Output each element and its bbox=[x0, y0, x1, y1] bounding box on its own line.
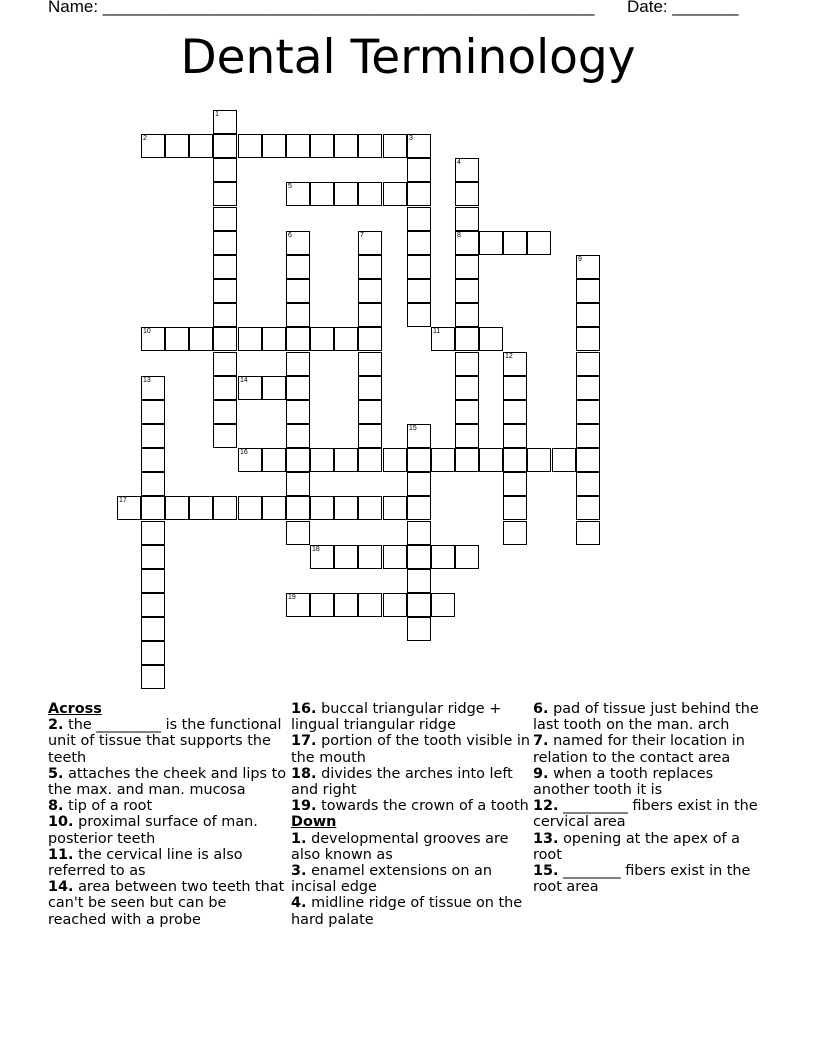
clue-number: 18. bbox=[291, 765, 317, 782]
crossword-cell[interactable] bbox=[262, 496, 286, 520]
crossword-cell[interactable] bbox=[310, 448, 334, 472]
crossword-cell[interactable] bbox=[358, 134, 382, 158]
clue-down-13 bbox=[533, 831, 773, 863]
crossword-cell[interactable] bbox=[334, 593, 358, 617]
crossword-cell[interactable] bbox=[141, 593, 165, 617]
crossword-cell[interactable] bbox=[431, 545, 455, 569]
crossword-cell[interactable] bbox=[358, 448, 382, 472]
cell-number: 10 bbox=[143, 328, 151, 335]
crossword-cell[interactable] bbox=[286, 279, 310, 303]
crossword-cell[interactable] bbox=[141, 545, 165, 569]
clue-across-16 bbox=[291, 701, 531, 733]
clue-column-3 bbox=[533, 701, 773, 895]
crossword-cell[interactable] bbox=[431, 327, 455, 351]
crossword-cell[interactable] bbox=[238, 496, 262, 520]
clue-text: _________ fibers exist in the cervical area bbox=[533, 798, 758, 831]
clue-text: named for their location in relation to the contact area bbox=[533, 733, 745, 766]
clue-text: attaches the cheek and lips to the max. and man. mucosa bbox=[48, 765, 287, 799]
crossword-cell[interactable] bbox=[141, 496, 165, 520]
clue-text: portion of the tooth visible in the mouth bbox=[291, 733, 530, 766]
crossword-cell[interactable] bbox=[358, 593, 382, 617]
clue-across-18 bbox=[291, 766, 531, 798]
across-heading: Across bbox=[48, 701, 102, 717]
crossword-cell[interactable] bbox=[141, 617, 165, 641]
crossword-cell[interactable] bbox=[503, 496, 527, 520]
crossword-cell[interactable] bbox=[358, 352, 382, 376]
crossword-cell[interactable] bbox=[334, 134, 358, 158]
crossword-cell[interactable] bbox=[358, 182, 382, 206]
name-field-label: Name: ____________________________________________________ bbox=[48, 0, 595, 16]
crossword-cell[interactable] bbox=[189, 134, 213, 158]
crossword-cell[interactable] bbox=[407, 207, 431, 231]
crossword-cell[interactable] bbox=[165, 496, 189, 520]
crossword-cell[interactable] bbox=[407, 279, 431, 303]
clue-text: developmental grooves are also known as bbox=[291, 830, 509, 863]
crossword-cell[interactable] bbox=[286, 327, 310, 351]
crossword-cell[interactable] bbox=[407, 617, 431, 641]
clue-number: 5. bbox=[48, 765, 64, 782]
cell-number: 9 bbox=[578, 256, 582, 263]
clue-number: 2. bbox=[48, 717, 64, 734]
crossword-cell[interactable] bbox=[286, 182, 310, 206]
crossword-cell[interactable] bbox=[141, 376, 165, 400]
clue-across-19 bbox=[291, 798, 531, 814]
crossword-cell[interactable] bbox=[213, 376, 237, 400]
clue-down-12 bbox=[533, 798, 773, 830]
down-heading: Down bbox=[291, 814, 337, 831]
clue-column-1 bbox=[48, 701, 288, 928]
crossword-cell[interactable] bbox=[431, 448, 455, 472]
crossword-cell[interactable] bbox=[213, 303, 237, 327]
crossword-cell[interactable] bbox=[334, 545, 358, 569]
crossword-cell[interactable] bbox=[576, 303, 600, 327]
crossword-cell[interactable] bbox=[358, 400, 382, 424]
crossword-cell[interactable] bbox=[455, 279, 479, 303]
crossword-cell[interactable] bbox=[334, 182, 358, 206]
crossword-cell[interactable] bbox=[576, 400, 600, 424]
crossword-cell[interactable] bbox=[141, 134, 165, 158]
crossword-cell[interactable] bbox=[407, 424, 431, 448]
cell-number: 15 bbox=[409, 425, 417, 432]
clue-text: ________ fibers exist in the root area bbox=[533, 863, 751, 896]
clue-number: 7. bbox=[533, 733, 549, 750]
cell-number: 3 bbox=[409, 135, 413, 142]
clue-number: 9. bbox=[533, 765, 549, 782]
crossword-cell[interactable] bbox=[383, 182, 407, 206]
crossword-cell[interactable] bbox=[455, 424, 479, 448]
clue-number: 14. bbox=[48, 879, 74, 896]
crossword-cell[interactable] bbox=[527, 448, 551, 472]
crossword-cell[interactable] bbox=[455, 158, 479, 182]
crossword-cell[interactable] bbox=[455, 182, 479, 206]
date-field-label: Date: _______ bbox=[627, 0, 739, 16]
crossword-cell[interactable] bbox=[407, 255, 431, 279]
clue-number: 1. bbox=[291, 830, 307, 847]
crossword-cell[interactable] bbox=[503, 231, 527, 255]
crossword-cell[interactable] bbox=[286, 134, 310, 158]
crossword-cell[interactable] bbox=[310, 496, 334, 520]
crossword-cell[interactable] bbox=[213, 158, 237, 182]
crossword-cell[interactable] bbox=[455, 352, 479, 376]
crossword-cell[interactable] bbox=[576, 279, 600, 303]
clue-text: the _________ is the functional unit of tissue that supports the teeth bbox=[48, 717, 282, 766]
crossword-cell[interactable] bbox=[503, 352, 527, 376]
crossword-cell[interactable] bbox=[576, 424, 600, 448]
clue-down-4 bbox=[291, 895, 531, 927]
cell-number: 12 bbox=[505, 353, 513, 360]
clue-across-14 bbox=[48, 879, 288, 928]
clue-number: 4. bbox=[291, 895, 307, 912]
crossword-cell[interactable] bbox=[213, 327, 237, 351]
crossword-cell[interactable] bbox=[479, 448, 503, 472]
clue-text: area between two teeth that can't be seen but can be reached with a probe bbox=[48, 879, 285, 928]
cell-number: 7 bbox=[360, 232, 364, 239]
crossword-cell[interactable] bbox=[310, 327, 334, 351]
clue-number: 15. bbox=[533, 863, 559, 880]
crossword-cell[interactable] bbox=[262, 448, 286, 472]
crossword-cell[interactable] bbox=[407, 593, 431, 617]
cell-number: 14 bbox=[240, 377, 248, 384]
clue-down-6 bbox=[533, 701, 773, 733]
crossword-cell[interactable] bbox=[503, 448, 527, 472]
crossword-cell[interactable] bbox=[358, 545, 382, 569]
clue-text: the cervical line is also referred to as bbox=[48, 846, 243, 880]
crossword-cell[interactable] bbox=[213, 182, 237, 206]
clue-down-7 bbox=[533, 733, 773, 765]
clue-number: 12. bbox=[533, 798, 559, 815]
clue-down-15 bbox=[533, 863, 773, 895]
crossword-cell[interactable] bbox=[286, 255, 310, 279]
crossword-cell[interactable] bbox=[576, 376, 600, 400]
clue-column-2 bbox=[291, 701, 531, 928]
clue-number: 10. bbox=[48, 814, 74, 831]
clue-number: 16. bbox=[291, 701, 317, 717]
crossword-cell[interactable] bbox=[407, 182, 431, 206]
crossword-cell[interactable] bbox=[479, 327, 503, 351]
crossword-cell[interactable] bbox=[238, 448, 262, 472]
crossword-cell[interactable] bbox=[576, 255, 600, 279]
crossword-cell[interactable] bbox=[358, 424, 382, 448]
crossword-cell[interactable] bbox=[141, 641, 165, 665]
crossword-cell[interactable] bbox=[213, 400, 237, 424]
clue-number: 17. bbox=[291, 733, 317, 750]
cell-number: 4 bbox=[457, 159, 461, 166]
crossword-cell[interactable] bbox=[213, 134, 237, 158]
crossword-cell[interactable] bbox=[141, 569, 165, 593]
crossword-cell[interactable] bbox=[407, 521, 431, 545]
clue-down-1 bbox=[291, 831, 531, 863]
crossword-cell[interactable] bbox=[358, 255, 382, 279]
cell-number: 5 bbox=[288, 183, 292, 190]
cell-number: 16 bbox=[240, 449, 248, 456]
crossword-cell[interactable] bbox=[286, 521, 310, 545]
crossword-cell[interactable] bbox=[358, 327, 382, 351]
crossword-cell[interactable] bbox=[213, 424, 237, 448]
crossword-cell[interactable] bbox=[552, 448, 576, 472]
crossword-cell[interactable] bbox=[407, 303, 431, 327]
crossword-cell[interactable] bbox=[165, 134, 189, 158]
clue-text: tip of a root bbox=[68, 798, 153, 815]
crossword-cell[interactable] bbox=[165, 327, 189, 351]
clue-across-10 bbox=[48, 814, 288, 846]
page-title: Dental Terminology bbox=[180, 30, 636, 85]
crossword-cell[interactable] bbox=[503, 424, 527, 448]
crossword-cell[interactable] bbox=[213, 207, 237, 231]
crossword-cell[interactable] bbox=[455, 545, 479, 569]
clue-text: enamel extensions on an incisal edge bbox=[291, 863, 492, 896]
clue-text: opening at the apex of a root bbox=[533, 830, 740, 863]
crossword-cell[interactable] bbox=[479, 231, 503, 255]
crossword-cell[interactable] bbox=[334, 448, 358, 472]
cell-number: 11 bbox=[433, 328, 441, 335]
crossword-cell[interactable] bbox=[576, 521, 600, 545]
cell-number: 18 bbox=[312, 546, 320, 553]
clue-across-5 bbox=[48, 766, 288, 798]
clue-across-2 bbox=[48, 717, 288, 766]
crossword-cell[interactable] bbox=[431, 593, 455, 617]
crossword-cell[interactable] bbox=[407, 158, 431, 182]
crossword-cell[interactable] bbox=[213, 496, 237, 520]
crossword-cell[interactable] bbox=[117, 496, 141, 520]
crossword-cell[interactable] bbox=[141, 448, 165, 472]
crossword-cell[interactable] bbox=[213, 231, 237, 255]
crossword-cell[interactable] bbox=[141, 665, 165, 689]
crossword-cell[interactable] bbox=[310, 545, 334, 569]
crossword-cell[interactable] bbox=[141, 327, 165, 351]
crossword-cell[interactable] bbox=[238, 327, 262, 351]
crossword-cell[interactable] bbox=[407, 472, 431, 496]
clue-across-11 bbox=[48, 847, 288, 879]
cell-number: 13 bbox=[143, 377, 151, 384]
cell-number: 8 bbox=[457, 232, 461, 239]
crossword-cell[interactable] bbox=[383, 496, 407, 520]
crossword-cell[interactable] bbox=[286, 472, 310, 496]
crossword-cell[interactable] bbox=[576, 472, 600, 496]
cell-number: 19 bbox=[288, 594, 296, 601]
crossword-cell[interactable] bbox=[238, 134, 262, 158]
crossword-cell[interactable] bbox=[358, 279, 382, 303]
crossword-cell[interactable] bbox=[407, 496, 431, 520]
crossword-cell[interactable] bbox=[286, 400, 310, 424]
clue-text: proximal surface of man. posterior teeth bbox=[48, 814, 258, 847]
crossword-cell[interactable] bbox=[455, 303, 479, 327]
crossword-cell[interactable] bbox=[262, 376, 286, 400]
crossword-cell[interactable] bbox=[213, 255, 237, 279]
crossword-cell[interactable] bbox=[310, 593, 334, 617]
crossword-cell[interactable] bbox=[358, 231, 382, 255]
crossword-cell[interactable] bbox=[334, 327, 358, 351]
clue-text: buccal triangular ridge + lingual triangular ridge bbox=[291, 701, 502, 734]
crossword-cell[interactable] bbox=[503, 472, 527, 496]
crossword-cell[interactable] bbox=[286, 303, 310, 327]
crossword-cell[interactable] bbox=[455, 327, 479, 351]
clue-text: pad of tissue just behind the last tooth on the man. arch bbox=[533, 701, 759, 734]
crossword-cell[interactable] bbox=[286, 376, 310, 400]
crossword-cell[interactable] bbox=[455, 448, 479, 472]
crossword-cell[interactable] bbox=[286, 424, 310, 448]
clue-text: midline ridge of tissue on the hard palate bbox=[291, 895, 523, 928]
clue-number: 13. bbox=[533, 830, 559, 847]
crossword-cell[interactable] bbox=[407, 545, 431, 569]
crossword-cell[interactable] bbox=[189, 327, 213, 351]
cell-number: 17 bbox=[119, 497, 127, 504]
crossword-cell[interactable] bbox=[213, 110, 237, 134]
crossword-cell[interactable] bbox=[141, 400, 165, 424]
crossword-cell[interactable] bbox=[262, 327, 286, 351]
crossword-cell[interactable] bbox=[262, 134, 286, 158]
cell-number: 2 bbox=[143, 135, 147, 142]
crossword-cell[interactable] bbox=[503, 521, 527, 545]
crossword-cell[interactable] bbox=[383, 134, 407, 158]
crossword-cell[interactable] bbox=[286, 496, 310, 520]
crossword-cell[interactable] bbox=[383, 545, 407, 569]
crossword-cell[interactable] bbox=[213, 279, 237, 303]
crossword-cell[interactable] bbox=[503, 400, 527, 424]
clue-across-8 bbox=[48, 798, 288, 814]
crossword-cell[interactable] bbox=[576, 448, 600, 472]
crossword-cell[interactable] bbox=[189, 496, 213, 520]
crossword-cell[interactable] bbox=[286, 448, 310, 472]
clue-down-9 bbox=[533, 766, 773, 798]
crossword-cell[interactable] bbox=[407, 134, 431, 158]
crossword-cell[interactable] bbox=[141, 424, 165, 448]
crossword-cell[interactable] bbox=[213, 352, 237, 376]
crossword-cell[interactable] bbox=[407, 569, 431, 593]
crossword-cell[interactable] bbox=[455, 231, 479, 255]
clue-number: 11. bbox=[48, 846, 74, 863]
crossword-cell[interactable] bbox=[576, 352, 600, 376]
crossword-cell[interactable] bbox=[286, 593, 310, 617]
crossword-cell[interactable] bbox=[238, 376, 262, 400]
clue-text: divides the arches into left and right bbox=[291, 765, 513, 799]
clue-number: 3. bbox=[291, 863, 307, 880]
crossword-cell[interactable] bbox=[286, 231, 310, 255]
clue-text: towards the crown of a tooth bbox=[321, 798, 529, 815]
crossword-cell[interactable] bbox=[358, 303, 382, 327]
crossword-cell[interactable] bbox=[286, 352, 310, 376]
crossword-cell[interactable] bbox=[407, 448, 431, 472]
clue-text: when a tooth replaces another tooth it is bbox=[533, 765, 714, 799]
crossword-cell[interactable] bbox=[334, 496, 358, 520]
crossword-cell[interactable] bbox=[358, 496, 382, 520]
crossword-cell[interactable] bbox=[576, 327, 600, 351]
clue-number: 6. bbox=[533, 701, 549, 717]
crossword-cell[interactable] bbox=[576, 496, 600, 520]
crossword-cell[interactable] bbox=[455, 255, 479, 279]
crossword-cell[interactable] bbox=[310, 182, 334, 206]
crossword-cell[interactable] bbox=[455, 400, 479, 424]
crossword-cell[interactable] bbox=[527, 231, 551, 255]
cell-number: 1 bbox=[215, 111, 219, 118]
crossword-cell[interactable] bbox=[310, 134, 334, 158]
crossword-cell[interactable] bbox=[358, 376, 382, 400]
clue-number: 19. bbox=[291, 798, 317, 815]
crossword-cell[interactable] bbox=[383, 448, 407, 472]
clue-number: 8. bbox=[48, 798, 64, 815]
cell-number: 6 bbox=[288, 232, 292, 239]
crossword-cell[interactable] bbox=[141, 472, 165, 496]
crossword-cell[interactable] bbox=[455, 376, 479, 400]
clue-down-3 bbox=[291, 863, 531, 895]
clue-across-17 bbox=[291, 733, 531, 765]
crossword-cell[interactable] bbox=[455, 207, 479, 231]
crossword-cell[interactable] bbox=[383, 593, 407, 617]
crossword-cell[interactable] bbox=[407, 231, 431, 255]
crossword-cell[interactable] bbox=[141, 521, 165, 545]
crossword-cell[interactable] bbox=[503, 376, 527, 400]
